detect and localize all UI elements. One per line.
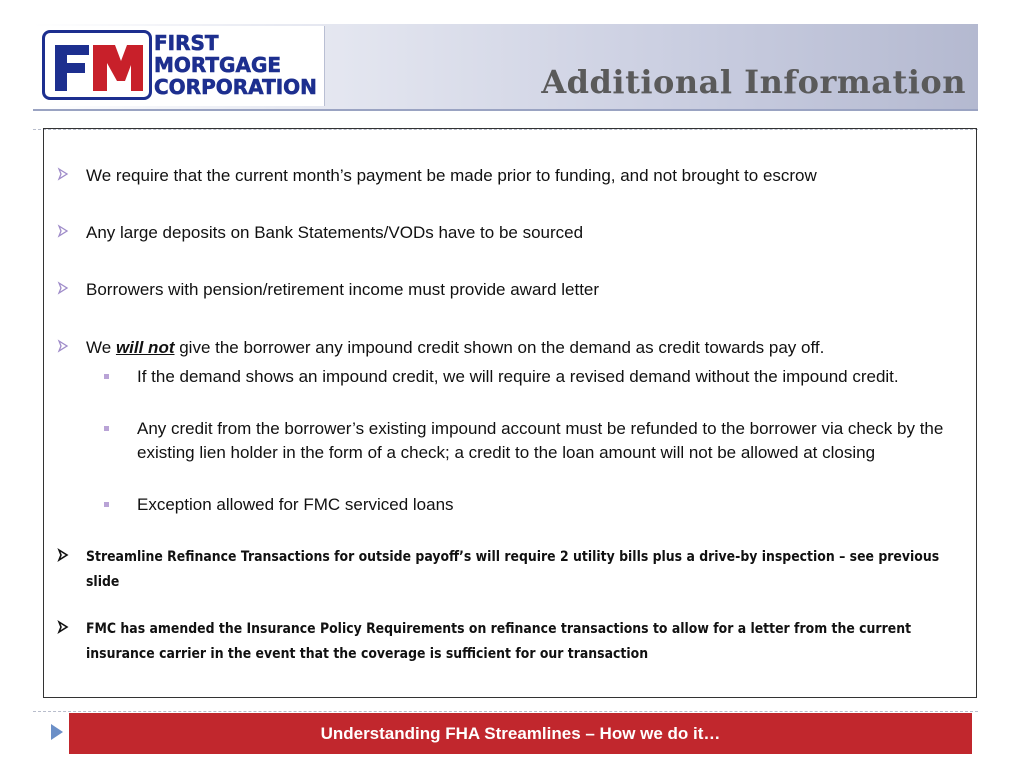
logo-line-mortgage: MORTGAGE — [154, 53, 282, 77]
sub-bullet-square-icon — [104, 374, 109, 379]
logo-wordmark — [154, 32, 324, 98]
sub-bullet-text: Any credit from the borrower’s existing impound account must be refunded to the borrower via check by the existing lien holder in the form of a check; a credit to the loan amount will not be allowed at closing — [137, 419, 944, 462]
bullet-text: Any large deposits on Bank Statements/VODs have to be sourced — [86, 223, 584, 242]
logo-line-corporation: CORPORATION — [154, 75, 317, 99]
sub-bullet-text: If the demand shows an impound credit, we will require a revised demand without the impound credit. — [137, 367, 899, 386]
sub-bullet-square-icon — [104, 426, 109, 431]
logo-line-first: FIRST — [154, 31, 219, 55]
bullet-arrow-icon — [57, 281, 69, 295]
bullet-arrow-icon — [57, 548, 69, 562]
bold-bullet-text: Streamline Refinance Transactions for outside payoff’s will require 2 utility bills plus a drive-by inspection – see previous slide — [86, 549, 940, 590]
logo-mark — [42, 30, 152, 100]
bullet-text: Borrowers with pension/retirement income must provide award letter — [86, 280, 600, 299]
bullet-emphasis: will not — [115, 338, 175, 357]
bullet-text: We require that the current month’s payment be made prior to funding, and not brought to escrow — [86, 166, 817, 185]
content-box — [43, 128, 977, 698]
bold-bullet-text: FMC has amended the Insurance Policy Requirements on refinance transactions to allow for a letter from the current insurance carrier in the event that the coverage is sufficient for our transaction — [86, 621, 912, 662]
sub-bullet-square-icon — [104, 502, 109, 507]
logo-fm-icon — [45, 33, 149, 97]
bullet-arrow-icon — [57, 620, 69, 634]
footer-title: Understanding FHA Streamlines – How we do it… — [320, 723, 721, 743]
bullet-text — [86, 336, 824, 360]
bullet-arrow-icon — [57, 167, 69, 181]
footer-bar — [69, 713, 972, 754]
company-logo — [36, 26, 325, 106]
slide-title: Additional Information — [541, 63, 966, 101]
bullet-suffix: give the borrower any impound credit shown on the demand as credit towards pay off. — [179, 338, 825, 357]
play-arrow-icon — [50, 723, 64, 741]
bullet-arrow-icon — [57, 224, 69, 238]
sub-bullet-text: Exception allowed for FMC serviced loans — [137, 495, 454, 514]
bullet-arrow-icon — [57, 339, 69, 353]
footer-divider — [33, 711, 978, 712]
bullet-prefix: We — [86, 338, 112, 357]
